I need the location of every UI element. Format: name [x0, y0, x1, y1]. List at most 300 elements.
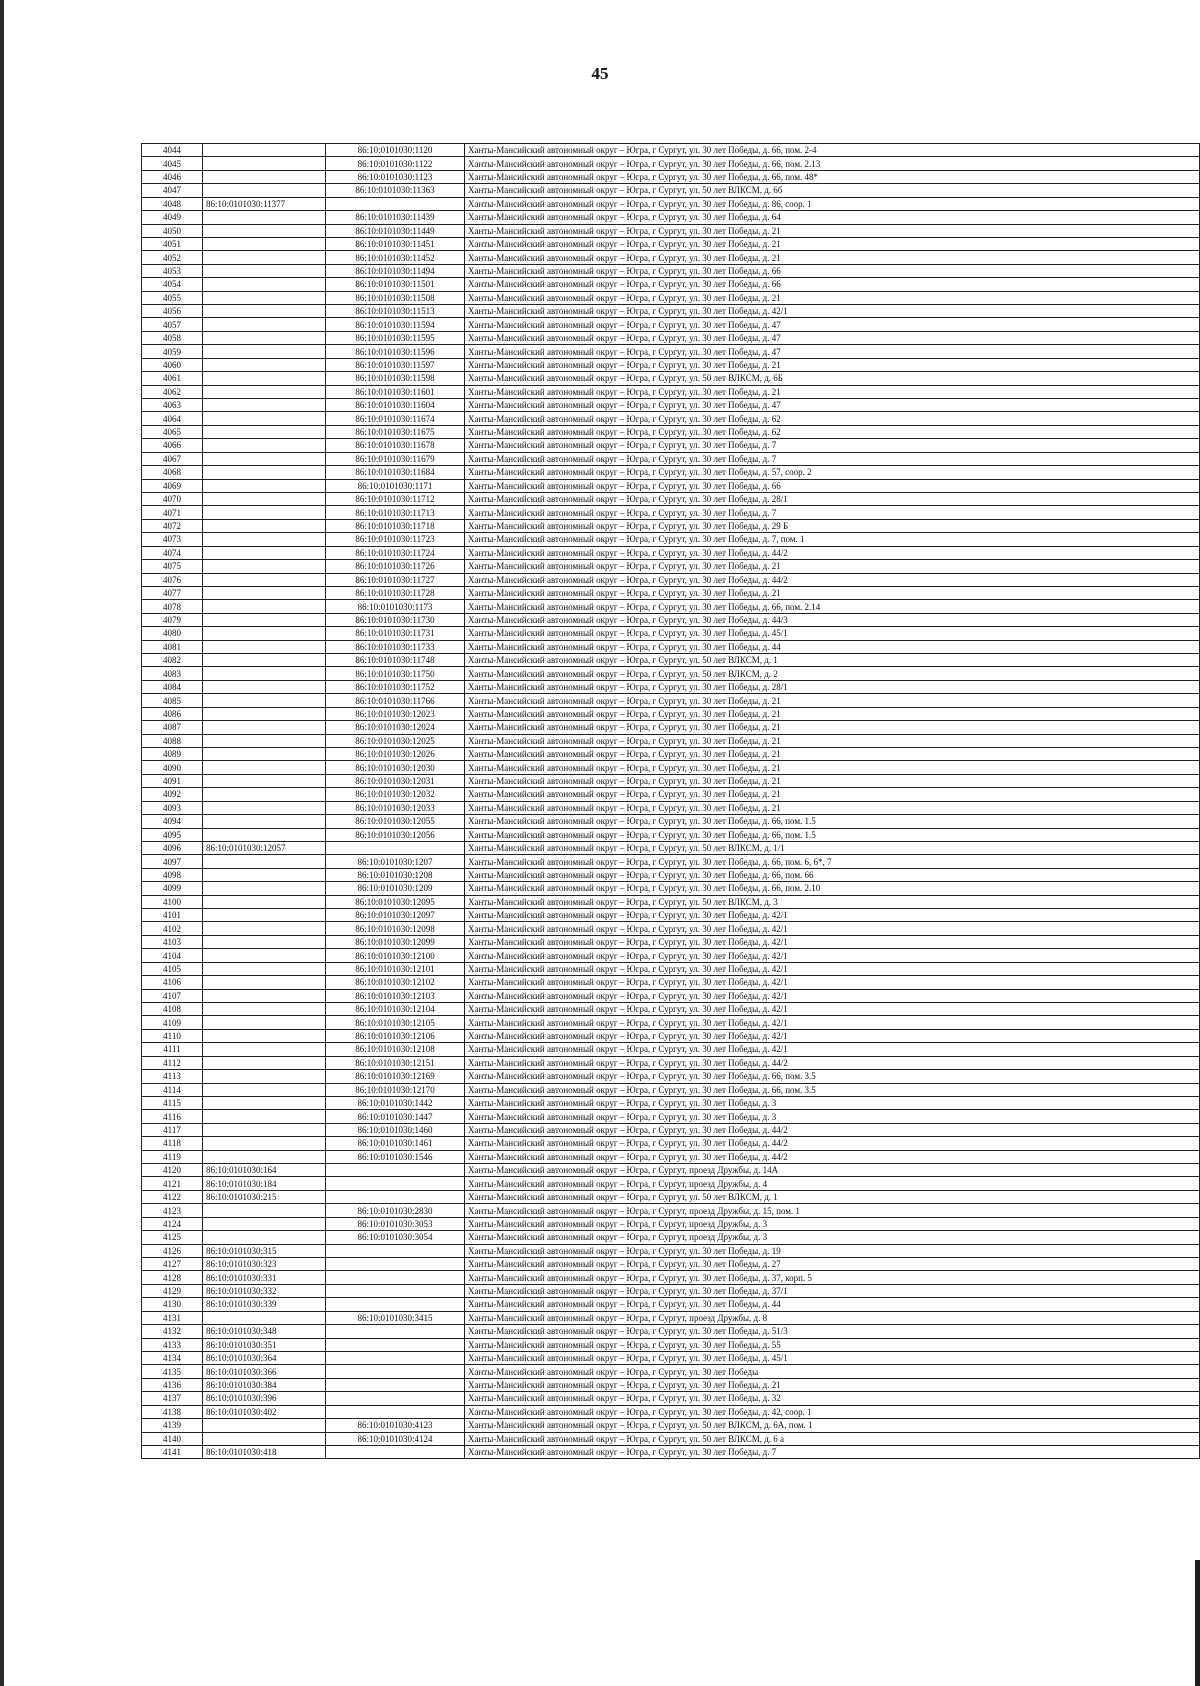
row-number-cell: 4119 — [142, 1150, 203, 1163]
address-cell: Ханты-Мансийский автономный округ – Югра, г Сургут, проезд Дружбы, д. 15, пом. 1 — [465, 1204, 1200, 1217]
land-cadastral-cell — [203, 922, 326, 935]
land-cadastral-cell: 86:10:0101030:364 — [203, 1351, 326, 1364]
land-cadastral-cell — [203, 1056, 326, 1069]
land-cadastral-cell — [203, 1110, 326, 1123]
land-cadastral-cell — [203, 144, 326, 157]
row-number-cell: 4091 — [142, 774, 203, 787]
address-cell: Ханты-Мансийский автономный округ – Югра, г Сургут, проезд Дружбы, д. 3 — [465, 1231, 1200, 1244]
address-cell: Ханты-Мансийский автономный округ – Югра, г Сургут, ул. 30 лет Победы, д. 44/3 — [465, 613, 1200, 626]
address-cell: Ханты-Мансийский автономный округ – Югра, г Сургут, ул. 50 лет ВЛКСМ, д. 6 а — [465, 1432, 1200, 1445]
land-cadastral-cell: 86:10:0101030:396 — [203, 1392, 326, 1405]
table-row — [142, 1365, 1200, 1378]
building-cadastral-cell: 86:10:0101030:1442 — [326, 1096, 465, 1109]
row-number-cell: 4116 — [142, 1110, 203, 1123]
row-number-cell: 4044 — [142, 144, 203, 157]
row-number-cell: 4093 — [142, 801, 203, 814]
building-cadastral-cell: 86:10:0101030:12098 — [326, 922, 465, 935]
building-cadastral-cell: 86:10:0101030:1460 — [326, 1123, 465, 1136]
row-number-cell: 4089 — [142, 747, 203, 760]
address-cell: Ханты-Мансийский автономный округ – Югра, г Сургут, ул. 30 лет Победы, д. 66 — [465, 479, 1200, 492]
row-number-cell: 4100 — [142, 895, 203, 908]
table-row — [142, 345, 1200, 358]
address-cell: Ханты-Мансийский автономный округ – Югра, г Сургут, ул. 30 лет Победы, д. 44/2 — [465, 1123, 1200, 1136]
building-cadastral-cell: 86:10:0101030:11730 — [326, 613, 465, 626]
building-cadastral-cell: 86:10:0101030:11712 — [326, 492, 465, 505]
address-cell: Ханты-Мансийский автономный округ – Югра, г Сургут, ул. 30 лет Победы, д. 3 — [465, 1096, 1200, 1109]
row-number-cell: 4048 — [142, 197, 203, 210]
table-row — [142, 519, 1200, 532]
land-cadastral-cell — [203, 492, 326, 505]
land-cadastral-cell — [203, 909, 326, 922]
address-cell: Ханты-Мансийский автономный округ – Югра, г Сургут, ул. 30 лет Победы, д. 28/1 — [465, 492, 1200, 505]
address-cell: Ханты-Мансийский автономный округ – Югра, г Сургут, ул. 30 лет Победы, д. 62 — [465, 425, 1200, 438]
building-cadastral-cell: 86:10:0101030:12103 — [326, 989, 465, 1002]
table-row — [142, 680, 1200, 693]
land-cadastral-cell — [203, 211, 326, 224]
address-cell: Ханты-Мансийский автономный округ – Югра, г Сургут, ул. 30 лет Победы, д. 42/1 — [465, 922, 1200, 935]
address-cell: Ханты-Мансийский автономный округ – Югра, г Сургут, ул. 30 лет Победы, д. 42, соор. 1 — [465, 1405, 1200, 1418]
address-cell: Ханты-Мансийский автономный округ – Югра, г Сургут, ул. 30 лет Победы, д. 21 — [465, 694, 1200, 707]
building-cadastral-cell — [326, 1405, 465, 1418]
row-number-cell: 4095 — [142, 828, 203, 841]
table-row — [142, 251, 1200, 264]
row-number-cell: 4090 — [142, 761, 203, 774]
row-number-cell: 4128 — [142, 1271, 203, 1284]
table-row — [142, 909, 1200, 922]
building-cadastral-cell — [326, 1190, 465, 1203]
land-cadastral-cell — [203, 694, 326, 707]
address-cell: Ханты-Мансийский автономный округ – Югра, г Сургут, ул. 50 лет ВЛКСМ, д. 6А, пом. 1 — [465, 1419, 1200, 1432]
table-row — [142, 1351, 1200, 1364]
table-row — [142, 600, 1200, 613]
row-number-cell: 4140 — [142, 1432, 203, 1445]
row-number-cell: 4085 — [142, 694, 203, 707]
building-cadastral-cell: 86:10:0101030:11733 — [326, 640, 465, 653]
building-cadastral-cell: 86:10:0101030:12032 — [326, 788, 465, 801]
building-cadastral-cell — [326, 1298, 465, 1311]
building-cadastral-cell: 86:10:0101030:11727 — [326, 573, 465, 586]
building-cadastral-cell — [326, 1365, 465, 1378]
table-row — [142, 1432, 1200, 1445]
address-cell: Ханты-Мансийский автономный округ – Югра, г Сургут, ул. 30 лет Победы, д. 64 — [465, 211, 1200, 224]
table-row — [142, 1016, 1200, 1029]
row-number-cell: 4104 — [142, 949, 203, 962]
address-cell: Ханты-Мансийский автономный округ – Югра, г Сургут, ул. 30 лет Победы, д. 28/1 — [465, 680, 1200, 693]
row-number-cell: 4092 — [142, 788, 203, 801]
address-cell: Ханты-Мансийский автономный округ – Югра, г Сургут, ул. 30 лет Победы, д. 3 — [465, 1110, 1200, 1123]
row-number-cell: 4059 — [142, 345, 203, 358]
building-cadastral-cell: 86:10:0101030:11674 — [326, 412, 465, 425]
address-cell: Ханты-Мансийский автономный округ – Югра, г Сургут, ул. 30 лет Победы, д. 7 — [465, 506, 1200, 519]
building-cadastral-cell: 86:10:0101030:2830 — [326, 1204, 465, 1217]
address-cell: Ханты-Мансийский автономный округ – Югра, г Сургут, ул. 30 лет Победы, д. 55 — [465, 1338, 1200, 1351]
land-cadastral-cell: 86:10:0101030:184 — [203, 1177, 326, 1190]
table-row — [142, 331, 1200, 344]
table-row — [142, 627, 1200, 640]
table-row — [142, 640, 1200, 653]
land-cadastral-cell — [203, 399, 326, 412]
row-number-cell: 4049 — [142, 211, 203, 224]
row-number-cell: 4061 — [142, 372, 203, 385]
row-number-cell: 4097 — [142, 855, 203, 868]
land-cadastral-cell — [203, 452, 326, 465]
land-cadastral-cell — [203, 627, 326, 640]
table-row — [142, 1150, 1200, 1163]
table-row — [142, 1190, 1200, 1203]
row-number-cell: 4125 — [142, 1231, 203, 1244]
table-row — [142, 841, 1200, 854]
building-cadastral-cell — [326, 841, 465, 854]
building-cadastral-cell: 86:10:0101030:11601 — [326, 385, 465, 398]
address-cell: Ханты-Мансийский автономный округ – Югра, г Сургут, ул. 30 лет Победы, д. 42/1 — [465, 1043, 1200, 1056]
land-cadastral-cell — [203, 882, 326, 895]
land-cadastral-cell — [203, 573, 326, 586]
address-cell: Ханты-Мансийский автономный округ – Югра, г Сургут, ул. 30 лет Победы, д. 21 — [465, 586, 1200, 599]
address-cell: Ханты-Мансийский автономный округ – Югра, г Сургут, ул. 30 лет Победы, д. 62 — [465, 412, 1200, 425]
building-cadastral-cell: 86:10:0101030:1447 — [326, 1110, 465, 1123]
address-cell: Ханты-Мансийский автономный округ – Югра, г Сургут, ул. 30 лет Победы, д. 42/1 — [465, 962, 1200, 975]
table-row — [142, 1056, 1200, 1069]
table-row — [142, 492, 1200, 505]
table-row — [142, 399, 1200, 412]
building-cadastral-cell: 86:10:0101030:12097 — [326, 909, 465, 922]
land-cadastral-cell — [203, 385, 326, 398]
building-cadastral-cell — [326, 1271, 465, 1284]
land-cadastral-cell — [203, 640, 326, 653]
land-cadastral-cell — [203, 506, 326, 519]
building-cadastral-cell — [326, 1258, 465, 1271]
address-cell: Ханты-Мансийский автономный округ – Югра, г Сургут, ул. 30 лет Победы, д. 7 — [465, 1445, 1200, 1458]
land-cadastral-cell — [203, 855, 326, 868]
building-cadastral-cell: 86:10:0101030:12023 — [326, 707, 465, 720]
address-cell: Ханты-Мансийский автономный округ – Югра, г Сургут, ул. 30 лет Победы, д. 37/1 — [465, 1284, 1200, 1297]
address-cell: Ханты-Мансийский автономный округ – Югра, г Сургут, ул. 30 лет Победы, д. 42/1 — [465, 1029, 1200, 1042]
building-cadastral-cell: 86:10:0101030:1171 — [326, 479, 465, 492]
address-cell: Ханты-Мансийский автономный округ – Югра, г Сургут, ул. 30 лет Победы, д. 21 — [465, 734, 1200, 747]
table-row — [142, 546, 1200, 559]
land-cadastral-cell — [203, 761, 326, 774]
address-cell: Ханты-Мансийский автономный округ – Югра, г Сургут, ул. 30 лет Победы, д. 44 — [465, 640, 1200, 653]
row-number-cell: 4138 — [142, 1405, 203, 1418]
building-cadastral-cell: 86:10:0101030:4123 — [326, 1419, 465, 1432]
address-cell: Ханты-Мансийский автономный округ – Югра, г Сургут, ул. 30 лет Победы, д. 42/1 — [465, 949, 1200, 962]
table-row — [142, 667, 1200, 680]
row-number-cell: 4081 — [142, 640, 203, 653]
land-cadastral-cell — [203, 935, 326, 948]
table-row — [142, 1043, 1200, 1056]
building-cadastral-cell: 86:10:0101030:12031 — [326, 774, 465, 787]
table-row — [142, 184, 1200, 197]
building-cadastral-cell: 86:10:0101030:1120 — [326, 144, 465, 157]
table-row — [142, 1177, 1200, 1190]
building-cadastral-cell: 86:10:0101030:11508 — [326, 291, 465, 304]
address-cell: Ханты-Мансийский автономный округ – Югра, г Сургут, ул. 30 лет Победы, д. 44 — [465, 1298, 1200, 1311]
table-row — [142, 949, 1200, 962]
building-cadastral-cell — [326, 1392, 465, 1405]
land-cadastral-cell — [203, 1123, 326, 1136]
row-number-cell: 4103 — [142, 935, 203, 948]
row-number-cell: 4046 — [142, 170, 203, 183]
address-cell: Ханты-Мансийский автономный округ – Югра, г Сургут, ул. 30 лет Победы, д. 21 — [465, 237, 1200, 250]
row-number-cell: 4096 — [142, 841, 203, 854]
address-cell: Ханты-Мансийский автономный округ – Югра, г Сургут, ул. 30 лет Победы, д. 29 Б — [465, 519, 1200, 532]
row-number-cell: 4123 — [142, 1204, 203, 1217]
table-row — [142, 747, 1200, 760]
table-row — [142, 372, 1200, 385]
land-cadastral-cell — [203, 895, 326, 908]
building-cadastral-cell: 86:10:0101030:11728 — [326, 586, 465, 599]
land-cadastral-cell: 86:10:0101030:402 — [203, 1405, 326, 1418]
land-cadastral-cell — [203, 264, 326, 277]
address-cell: Ханты-Мансийский автономный округ – Югра, г Сургут, ул. 30 лет Победы, д. 42/1 — [465, 305, 1200, 318]
land-cadastral-cell — [203, 291, 326, 304]
row-number-cell: 4115 — [142, 1096, 203, 1109]
row-number-cell: 4130 — [142, 1298, 203, 1311]
table-row — [142, 1070, 1200, 1083]
row-number-cell: 4111 — [142, 1043, 203, 1056]
table-row — [142, 1123, 1200, 1136]
building-cadastral-cell — [326, 1177, 465, 1190]
address-cell: Ханты-Мансийский автономный округ – Югра, г Сургут, ул. 30 лет Победы, д. 21 — [465, 224, 1200, 237]
land-cadastral-cell: 86:10:0101030:323 — [203, 1258, 326, 1271]
table-row — [142, 278, 1200, 291]
row-number-cell: 4051 — [142, 237, 203, 250]
table-row — [142, 654, 1200, 667]
registry-table-body — [142, 144, 1200, 1459]
address-cell: Ханты-Мансийский автономный округ – Югра, г Сургут, ул. 30 лет Победы, д. 37, корп. 5 — [465, 1271, 1200, 1284]
row-number-cell: 4063 — [142, 399, 203, 412]
building-cadastral-cell: 86:10:0101030:11439 — [326, 211, 465, 224]
row-number-cell: 4106 — [142, 976, 203, 989]
table-row — [142, 976, 1200, 989]
row-number-cell: 4121 — [142, 1177, 203, 1190]
building-cadastral-cell — [326, 1445, 465, 1458]
row-number-cell: 4107 — [142, 989, 203, 1002]
row-number-cell: 4120 — [142, 1164, 203, 1177]
land-cadastral-cell — [203, 519, 326, 532]
land-cadastral-cell — [203, 1083, 326, 1096]
row-number-cell: 4070 — [142, 492, 203, 505]
table-row — [142, 1419, 1200, 1432]
building-cadastral-cell: 86:10:0101030:1546 — [326, 1150, 465, 1163]
row-number-cell: 4079 — [142, 613, 203, 626]
address-cell: Ханты-Мансийский автономный округ – Югра, г Сургут, ул. 30 лет Победы, д. 21 — [465, 801, 1200, 814]
table-row — [142, 466, 1200, 479]
building-cadastral-cell: 86:10:0101030:12151 — [326, 1056, 465, 1069]
table-row — [142, 1258, 1200, 1271]
row-number-cell: 4077 — [142, 586, 203, 599]
building-cadastral-cell: 86:10:0101030:11675 — [326, 425, 465, 438]
land-cadastral-cell — [203, 868, 326, 881]
address-cell: Ханты-Мансийский автономный округ – Югра, г Сургут, ул. 30 лет Победы, д. 42/1 — [465, 976, 1200, 989]
table-row — [142, 895, 1200, 908]
address-cell: Ханты-Мансийский автономный округ – Югра, г Сургут, ул. 50 лет ВЛКСМ, д. 3 — [465, 895, 1200, 908]
table-row — [142, 439, 1200, 452]
table-row — [142, 412, 1200, 425]
land-cadastral-cell: 86:10:0101030:366 — [203, 1365, 326, 1378]
row-number-cell: 4141 — [142, 1445, 203, 1458]
row-number-cell: 4065 — [142, 425, 203, 438]
table-row — [142, 989, 1200, 1002]
address-cell: Ханты-Мансийский автономный округ – Югра, г Сургут, ул. 30 лет Победы, д. 66, пом. 2-4 — [465, 144, 1200, 157]
row-number-cell: 4082 — [142, 654, 203, 667]
building-cadastral-cell — [326, 1338, 465, 1351]
row-number-cell: 4108 — [142, 1003, 203, 1016]
table-row — [142, 211, 1200, 224]
address-cell: Ханты-Мансийский автономный округ – Югра, г Сургут, ул. 30 лет Победы, д. 66, пом. 3.5 — [465, 1070, 1200, 1083]
land-cadastral-cell — [203, 157, 326, 170]
address-cell: Ханты-Мансийский автономный округ – Югра, г Сургут, ул. 30 лет Победы, д. 86, соор. 1 — [465, 197, 1200, 210]
table-row — [142, 157, 1200, 170]
building-cadastral-cell: 86:10:0101030:11731 — [326, 627, 465, 640]
address-cell: Ханты-Мансийский автономный округ – Югра, г Сургут, ул. 30 лет Победы, д. 21 — [465, 358, 1200, 371]
row-number-cell: 4054 — [142, 278, 203, 291]
row-number-cell: 4105 — [142, 962, 203, 975]
address-cell: Ханты-Мансийский автономный округ – Югра, г Сургут, ул. 30 лет Победы, д. 45/1 — [465, 1351, 1200, 1364]
table-row — [142, 425, 1200, 438]
building-cadastral-cell: 86:10:0101030:11598 — [326, 372, 465, 385]
land-cadastral-cell — [203, 1003, 326, 1016]
building-cadastral-cell: 86:10:0101030:11604 — [326, 399, 465, 412]
land-cadastral-cell — [203, 358, 326, 371]
address-cell: Ханты-Мансийский автономный округ – Югра, г Сургут, ул. 50 лет ВЛКСМ, д. 1 — [465, 1190, 1200, 1203]
row-number-cell: 4075 — [142, 560, 203, 573]
land-cadastral-cell — [203, 828, 326, 841]
address-cell: Ханты-Мансийский автономный округ – Югра, г Сургут, ул. 30 лет Победы, д. 47 — [465, 345, 1200, 358]
row-number-cell: 4110 — [142, 1029, 203, 1042]
table-row — [142, 1298, 1200, 1311]
table-row — [142, 1204, 1200, 1217]
table-row — [142, 291, 1200, 304]
address-cell: Ханты-Мансийский автономный округ – Югра, г Сургут, ул. 30 лет Победы, д. 21 — [465, 385, 1200, 398]
building-cadastral-cell: 86:10:0101030:1207 — [326, 855, 465, 868]
address-cell: Ханты-Мансийский автономный округ – Югра, г Сургут, проезд Дружбы, д. 8 — [465, 1311, 1200, 1324]
building-cadastral-cell: 86:10:0101030:12026 — [326, 747, 465, 760]
address-cell: Ханты-Мансийский автономный округ – Югра, г Сургут, проезд Дружбы, д. 4 — [465, 1177, 1200, 1190]
address-cell: Ханты-Мансийский автономный округ – Югра, г Сургут, ул. 30 лет Победы, д. 66, пом. 48* — [465, 170, 1200, 183]
address-cell: Ханты-Мансийский автономный округ – Югра, г Сургут, ул. 30 лет Победы, д. 66 — [465, 264, 1200, 277]
row-number-cell: 4050 — [142, 224, 203, 237]
building-cadastral-cell — [326, 197, 465, 210]
table-row — [142, 1338, 1200, 1351]
address-cell: Ханты-Мансийский автономный округ – Югра, г Сургут, ул. 30 лет Победы, д. 21 — [465, 707, 1200, 720]
address-cell: Ханты-Мансийский автономный округ – Югра, г Сургут, ул. 30 лет Победы, д. 21 — [465, 1378, 1200, 1391]
row-number-cell: 4132 — [142, 1325, 203, 1338]
table-row — [142, 1392, 1200, 1405]
row-number-cell: 4068 — [142, 466, 203, 479]
building-cadastral-cell: 86:10:0101030:11726 — [326, 560, 465, 573]
land-cadastral-cell — [203, 1096, 326, 1109]
land-cadastral-cell — [203, 533, 326, 546]
address-cell: Ханты-Мансийский автономный округ – Югра, г Сургут, ул. 30 лет Победы, д. 47 — [465, 331, 1200, 344]
land-cadastral-cell — [203, 774, 326, 787]
address-cell: Ханты-Мансийский автономный округ – Югра, г Сургут, ул. 30 лет Победы, д. 21 — [465, 747, 1200, 760]
table-row — [142, 882, 1200, 895]
row-number-cell: 4109 — [142, 1016, 203, 1029]
scan-edge-mark — [0, 0, 4, 1686]
row-number-cell: 4062 — [142, 385, 203, 398]
building-cadastral-cell: 86:10:0101030:12102 — [326, 976, 465, 989]
land-cadastral-cell — [203, 654, 326, 667]
land-cadastral-cell — [203, 949, 326, 962]
building-cadastral-cell: 86:10:0101030:11748 — [326, 654, 465, 667]
building-cadastral-cell: 86:10:0101030:12106 — [326, 1029, 465, 1042]
building-cadastral-cell: 86:10:0101030:12033 — [326, 801, 465, 814]
address-cell: Ханты-Мансийский автономный округ – Югра, г Сургут, ул. 30 лет Победы, д. 66, пом. 6, 6*, 7 — [465, 855, 1200, 868]
row-number-cell: 4066 — [142, 439, 203, 452]
land-cadastral-cell — [203, 1137, 326, 1150]
land-cadastral-cell — [203, 1432, 326, 1445]
row-number-cell: 4124 — [142, 1217, 203, 1230]
row-number-cell: 4076 — [142, 573, 203, 586]
land-cadastral-cell: 86:10:0101030:384 — [203, 1378, 326, 1391]
land-cadastral-cell: 86:10:0101030:164 — [203, 1164, 326, 1177]
table-row — [142, 533, 1200, 546]
land-cadastral-cell — [203, 1070, 326, 1083]
land-cadastral-cell: 86:10:0101030:339 — [203, 1298, 326, 1311]
address-cell: Ханты-Мансийский автономный округ – Югра, г Сургут, ул. 30 лет Победы, д. 42/1 — [465, 1016, 1200, 1029]
row-number-cell: 4135 — [142, 1365, 203, 1378]
row-number-cell: 4129 — [142, 1284, 203, 1297]
land-cadastral-cell — [203, 721, 326, 734]
building-cadastral-cell: 86:10:0101030:4124 — [326, 1432, 465, 1445]
row-number-cell: 4064 — [142, 412, 203, 425]
land-cadastral-cell — [203, 331, 326, 344]
building-cadastral-cell: 86:10:0101030:12169 — [326, 1070, 465, 1083]
building-cadastral-cell: 86:10:0101030:1461 — [326, 1137, 465, 1150]
table-row — [142, 1096, 1200, 1109]
table-row — [142, 224, 1200, 237]
land-cadastral-cell: 86:10:0101030:348 — [203, 1325, 326, 1338]
table-row — [142, 264, 1200, 277]
address-cell: Ханты-Мансийский автономный округ – Югра, г Сургут, ул. 30 лет Победы, д. 7 — [465, 452, 1200, 465]
table-row — [142, 1029, 1200, 1042]
address-cell: Ханты-Мансийский автономный округ – Югра, г Сургут, ул. 30 лет Победы, д. 32 — [465, 1392, 1200, 1405]
land-cadastral-cell — [203, 788, 326, 801]
table-row — [142, 1003, 1200, 1016]
table-row — [142, 774, 1200, 787]
address-cell: Ханты-Мансийский автономный округ – Югра, г Сургут, ул. 30 лет Победы, д. 42/1 — [465, 935, 1200, 948]
table-row — [142, 573, 1200, 586]
address-cell: Ханты-Мансийский автономный округ – Югра, г Сургут, ул. 30 лет Победы, д. 42/1 — [465, 909, 1200, 922]
building-cadastral-cell — [326, 1325, 465, 1338]
row-number-cell: 4058 — [142, 331, 203, 344]
table-row — [142, 721, 1200, 734]
land-cadastral-cell — [203, 546, 326, 559]
row-number-cell: 4053 — [142, 264, 203, 277]
building-cadastral-cell: 86:10:0101030:11595 — [326, 331, 465, 344]
building-cadastral-cell: 86:10:0101030:1173 — [326, 600, 465, 613]
row-number-cell: 4102 — [142, 922, 203, 935]
address-cell: Ханты-Мансийский автономный округ – Югра, г Сургут, ул. 30 лет Победы, д. 51/3 — [465, 1325, 1200, 1338]
building-cadastral-cell: 86:10:0101030:12105 — [326, 1016, 465, 1029]
building-cadastral-cell: 86:10:0101030:11724 — [326, 546, 465, 559]
table-row — [142, 1405, 1200, 1418]
row-number-cell: 4052 — [142, 251, 203, 264]
land-cadastral-cell — [203, 707, 326, 720]
table-row — [142, 1325, 1200, 1338]
land-cadastral-cell — [203, 586, 326, 599]
building-cadastral-cell: 86:10:0101030:1209 — [326, 882, 465, 895]
table-row — [142, 1231, 1200, 1244]
row-number-cell: 4074 — [142, 546, 203, 559]
address-cell: Ханты-Мансийский автономный округ – Югра, г Сургут, ул. 30 лет Победы, д. 44/2 — [465, 1150, 1200, 1163]
row-number-cell: 4060 — [142, 358, 203, 371]
row-number-cell: 4087 — [142, 721, 203, 734]
address-cell: Ханты-Мансийский автономный округ – Югра, г Сургут, ул. 50 лет ВЛКСМ, д. 6Б — [465, 372, 1200, 385]
table-row — [142, 922, 1200, 935]
table-row — [142, 1217, 1200, 1230]
